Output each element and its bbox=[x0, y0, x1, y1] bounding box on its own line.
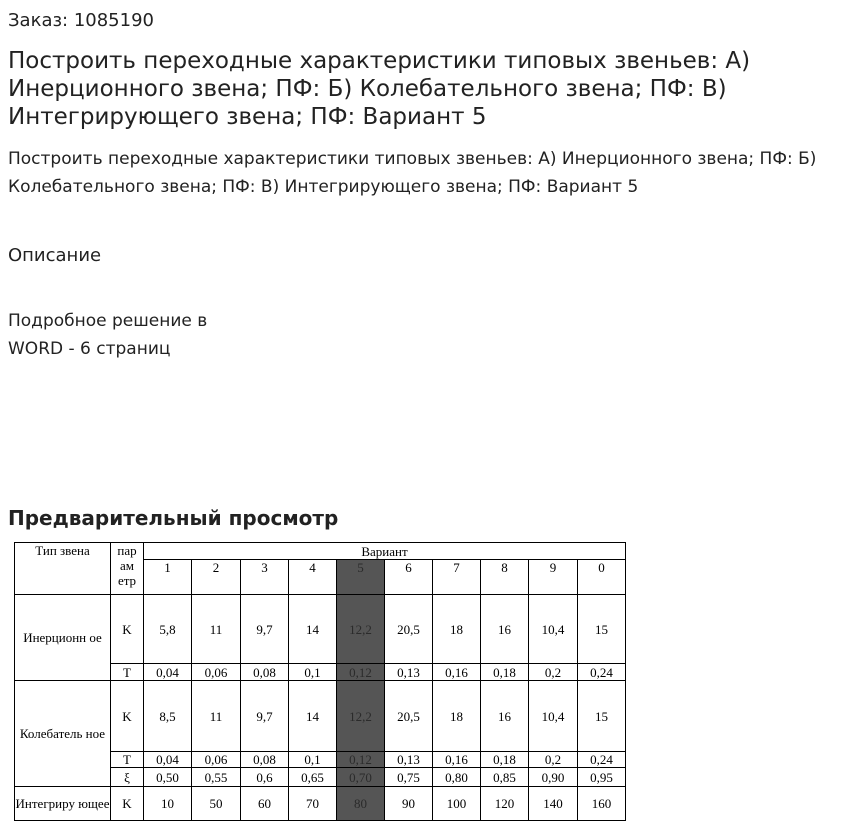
value-cell: 0,18 bbox=[481, 664, 529, 681]
description-section-label: Описание bbox=[8, 245, 102, 266]
value-cell: 0,08 bbox=[241, 752, 289, 768]
variant-number-cell: 5 bbox=[337, 560, 385, 595]
integrating-link-name: Интегриру ющее bbox=[15, 787, 111, 821]
value-cell: 15 bbox=[578, 595, 626, 664]
value-cell: 120 bbox=[481, 787, 529, 821]
variant-header: Вариант bbox=[144, 543, 626, 560]
value-cell: 0,55 bbox=[192, 768, 241, 787]
value-cell: 16 bbox=[481, 681, 529, 752]
value-cell: 90 bbox=[385, 787, 433, 821]
value-cell: 0,80 bbox=[433, 768, 481, 787]
value-cell: 12,2 bbox=[337, 681, 385, 752]
value-cell: 14 bbox=[289, 595, 337, 664]
solution-info: Подробное решение в WORD - 6 страниц bbox=[8, 311, 208, 359]
page-title: Построить переходные характеристики типовых звеньев: А) Инерционного звена; ПФ: Б) Колебательного звена; ПФ: В) Интегрирующего звена; ПФ: Вариант 5 bbox=[8, 48, 751, 130]
value-cell: 8,5 bbox=[144, 681, 192, 752]
value-cell: 0,75 bbox=[385, 768, 433, 787]
variant-number-cell: 1 bbox=[144, 560, 192, 595]
value-cell: 10,4 bbox=[529, 595, 578, 664]
value-cell: 0,06 bbox=[192, 664, 241, 681]
value-cell: 12,2 bbox=[337, 595, 385, 664]
oscillating-link-name: Колебатель ное bbox=[15, 681, 111, 787]
value-cell: 0,16 bbox=[433, 752, 481, 768]
value-cell: 0,1 bbox=[289, 752, 337, 768]
param-label: T bbox=[111, 752, 144, 768]
variant-number-cell: 9 bbox=[529, 560, 578, 595]
value-cell: 16 bbox=[481, 595, 529, 664]
value-cell: 9,7 bbox=[241, 595, 289, 664]
value-cell: 0,6 bbox=[241, 768, 289, 787]
value-cell: 70 bbox=[289, 787, 337, 821]
value-cell: 50 bbox=[192, 787, 241, 821]
value-cell: 10,4 bbox=[529, 681, 578, 752]
value-cell: 20,5 bbox=[385, 595, 433, 664]
integrating-k-row bbox=[15, 787, 626, 821]
value-cell: 0,12 bbox=[337, 752, 385, 768]
value-cell: 0,65 bbox=[289, 768, 337, 787]
value-cell: 0,90 bbox=[529, 768, 578, 787]
value-cell: 140 bbox=[529, 787, 578, 821]
task-description: Построить переходные характеристики типовых звеньев: А) Инерционного звена; ПФ: Б) Колебательного звена; ПФ: В) Интегрирующего звена; ПФ: Вариант 5 bbox=[8, 149, 817, 197]
value-cell: 0,95 bbox=[578, 768, 626, 787]
value-cell: 0,04 bbox=[144, 752, 192, 768]
value-cell: 20,5 bbox=[385, 681, 433, 752]
inertial-link-name: Инерционн ое bbox=[15, 595, 111, 681]
value-cell: 9,7 bbox=[241, 681, 289, 752]
value-cell: 0,06 bbox=[192, 752, 241, 768]
value-cell: 0,2 bbox=[529, 752, 578, 768]
value-cell: 11 bbox=[192, 681, 241, 752]
value-cell: 0,08 bbox=[241, 664, 289, 681]
variant-number-cell: 8 bbox=[481, 560, 529, 595]
value-cell: 0,1 bbox=[289, 664, 337, 681]
value-cell: 0,16 bbox=[433, 664, 481, 681]
value-cell: 15 bbox=[578, 681, 626, 752]
variant-number-cell: 7 bbox=[433, 560, 481, 595]
variant-number-cell: 2 bbox=[192, 560, 241, 595]
value-cell: 5,8 bbox=[144, 595, 192, 664]
param-label: T bbox=[111, 664, 144, 681]
param-label: K bbox=[111, 787, 144, 821]
value-cell: 0,24 bbox=[578, 664, 626, 681]
variant-number-cell: 0 bbox=[578, 560, 626, 595]
value-cell: 60 bbox=[241, 787, 289, 821]
value-cell: 11 bbox=[192, 595, 241, 664]
param-label: ξ bbox=[111, 768, 144, 787]
value-cell: 160 bbox=[578, 787, 626, 821]
inertial-k-row bbox=[15, 595, 626, 664]
value-cell: 0,13 bbox=[385, 664, 433, 681]
value-cell: 0,04 bbox=[144, 664, 192, 681]
order-number: Заказ: 1085190 bbox=[8, 10, 154, 31]
value-cell: 0,85 bbox=[481, 768, 529, 787]
value-cell: 0,18 bbox=[481, 752, 529, 768]
value-cell: 0,24 bbox=[578, 752, 626, 768]
value-cell: 0,50 bbox=[144, 768, 192, 787]
value-cell: 14 bbox=[289, 681, 337, 752]
value-cell: 18 bbox=[433, 681, 481, 752]
param-label: K bbox=[111, 595, 144, 664]
col-type-header: Тип звена bbox=[15, 543, 111, 595]
oscillating-k-row bbox=[15, 681, 626, 752]
value-cell: 0,2 bbox=[529, 664, 578, 681]
parameters-table bbox=[14, 542, 626, 821]
variant-number-cell: 3 bbox=[241, 560, 289, 595]
value-cell: 10 bbox=[144, 787, 192, 821]
header-row bbox=[15, 543, 626, 560]
value-cell: 100 bbox=[433, 787, 481, 821]
param-label: K bbox=[111, 681, 144, 752]
preview-heading: Предварительный просмотр bbox=[8, 506, 339, 530]
col-param-header: пар ам етр bbox=[111, 543, 144, 595]
value-cell: 80 bbox=[337, 787, 385, 821]
value-cell: 0,70 bbox=[337, 768, 385, 787]
variant-number-cell: 4 bbox=[289, 560, 337, 595]
variant-number-cell: 6 bbox=[385, 560, 433, 595]
value-cell: 0,13 bbox=[385, 752, 433, 768]
value-cell: 0,12 bbox=[337, 664, 385, 681]
value-cell: 18 bbox=[433, 595, 481, 664]
